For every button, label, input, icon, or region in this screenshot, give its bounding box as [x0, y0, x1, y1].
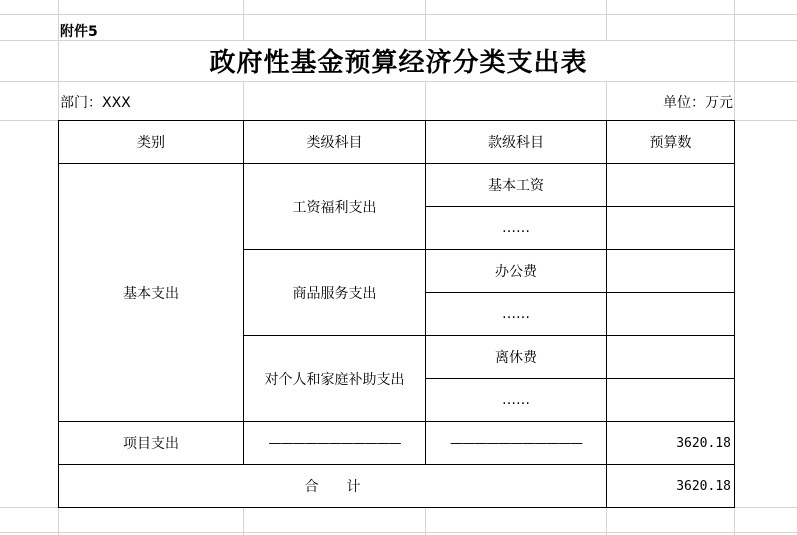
class-item-cell[interactable]: 对个人和家庭补助支出: [243, 335, 426, 422]
project-sub-item-cell[interactable]: ———————————: [425, 421, 607, 465]
header-class-item[interactable]: 类级科目: [243, 120, 426, 164]
sub-item-cell[interactable]: 办公费: [425, 249, 607, 293]
grid-row-line: [0, 532, 797, 533]
project-class-item-cell[interactable]: ———————————: [243, 421, 426, 465]
total-amount-cell[interactable]: 3620.18: [606, 464, 735, 508]
header-sub-item[interactable]: 款级科目: [425, 120, 607, 164]
grid-row-line: [0, 14, 797, 15]
page-title: 政府性基金预算经济分类支出表: [209, 48, 588, 78]
sub-item-cell[interactable]: 离休费: [425, 335, 607, 379]
amount-cell[interactable]: [606, 292, 735, 336]
sub-item-cell[interactable]: ……: [425, 206, 607, 250]
amount-cell[interactable]: [606, 249, 735, 293]
class-item-cell[interactable]: 商品服务支出: [243, 249, 426, 336]
sub-item-cell[interactable]: ……: [425, 378, 607, 422]
sub-item-cell[interactable]: 基本工资: [425, 163, 607, 207]
sub-item-cell[interactable]: ……: [425, 292, 607, 336]
unit-label: 单位：万元: [663, 95, 733, 111]
amount-cell[interactable]: [606, 163, 735, 207]
basic-expenditure-cell[interactable]: 基本支出: [58, 163, 244, 422]
class-item-cell[interactable]: 工资福利支出: [243, 163, 426, 250]
grid-row-line: [0, 81, 797, 82]
amount-cell[interactable]: [606, 206, 735, 250]
total-label-cell[interactable]: 合 计: [58, 464, 607, 508]
project-expenditure-cell[interactable]: 项目支出: [58, 421, 244, 465]
header-amount[interactable]: 预算数: [606, 120, 735, 164]
header-category[interactable]: 类别: [58, 120, 244, 164]
amount-cell[interactable]: [606, 335, 735, 379]
attachment-label: 附件5: [60, 24, 98, 40]
department-label: 部门：XXX: [60, 95, 131, 111]
project-amount-cell[interactable]: 3620.18: [606, 421, 735, 465]
amount-cell[interactable]: [606, 378, 735, 422]
